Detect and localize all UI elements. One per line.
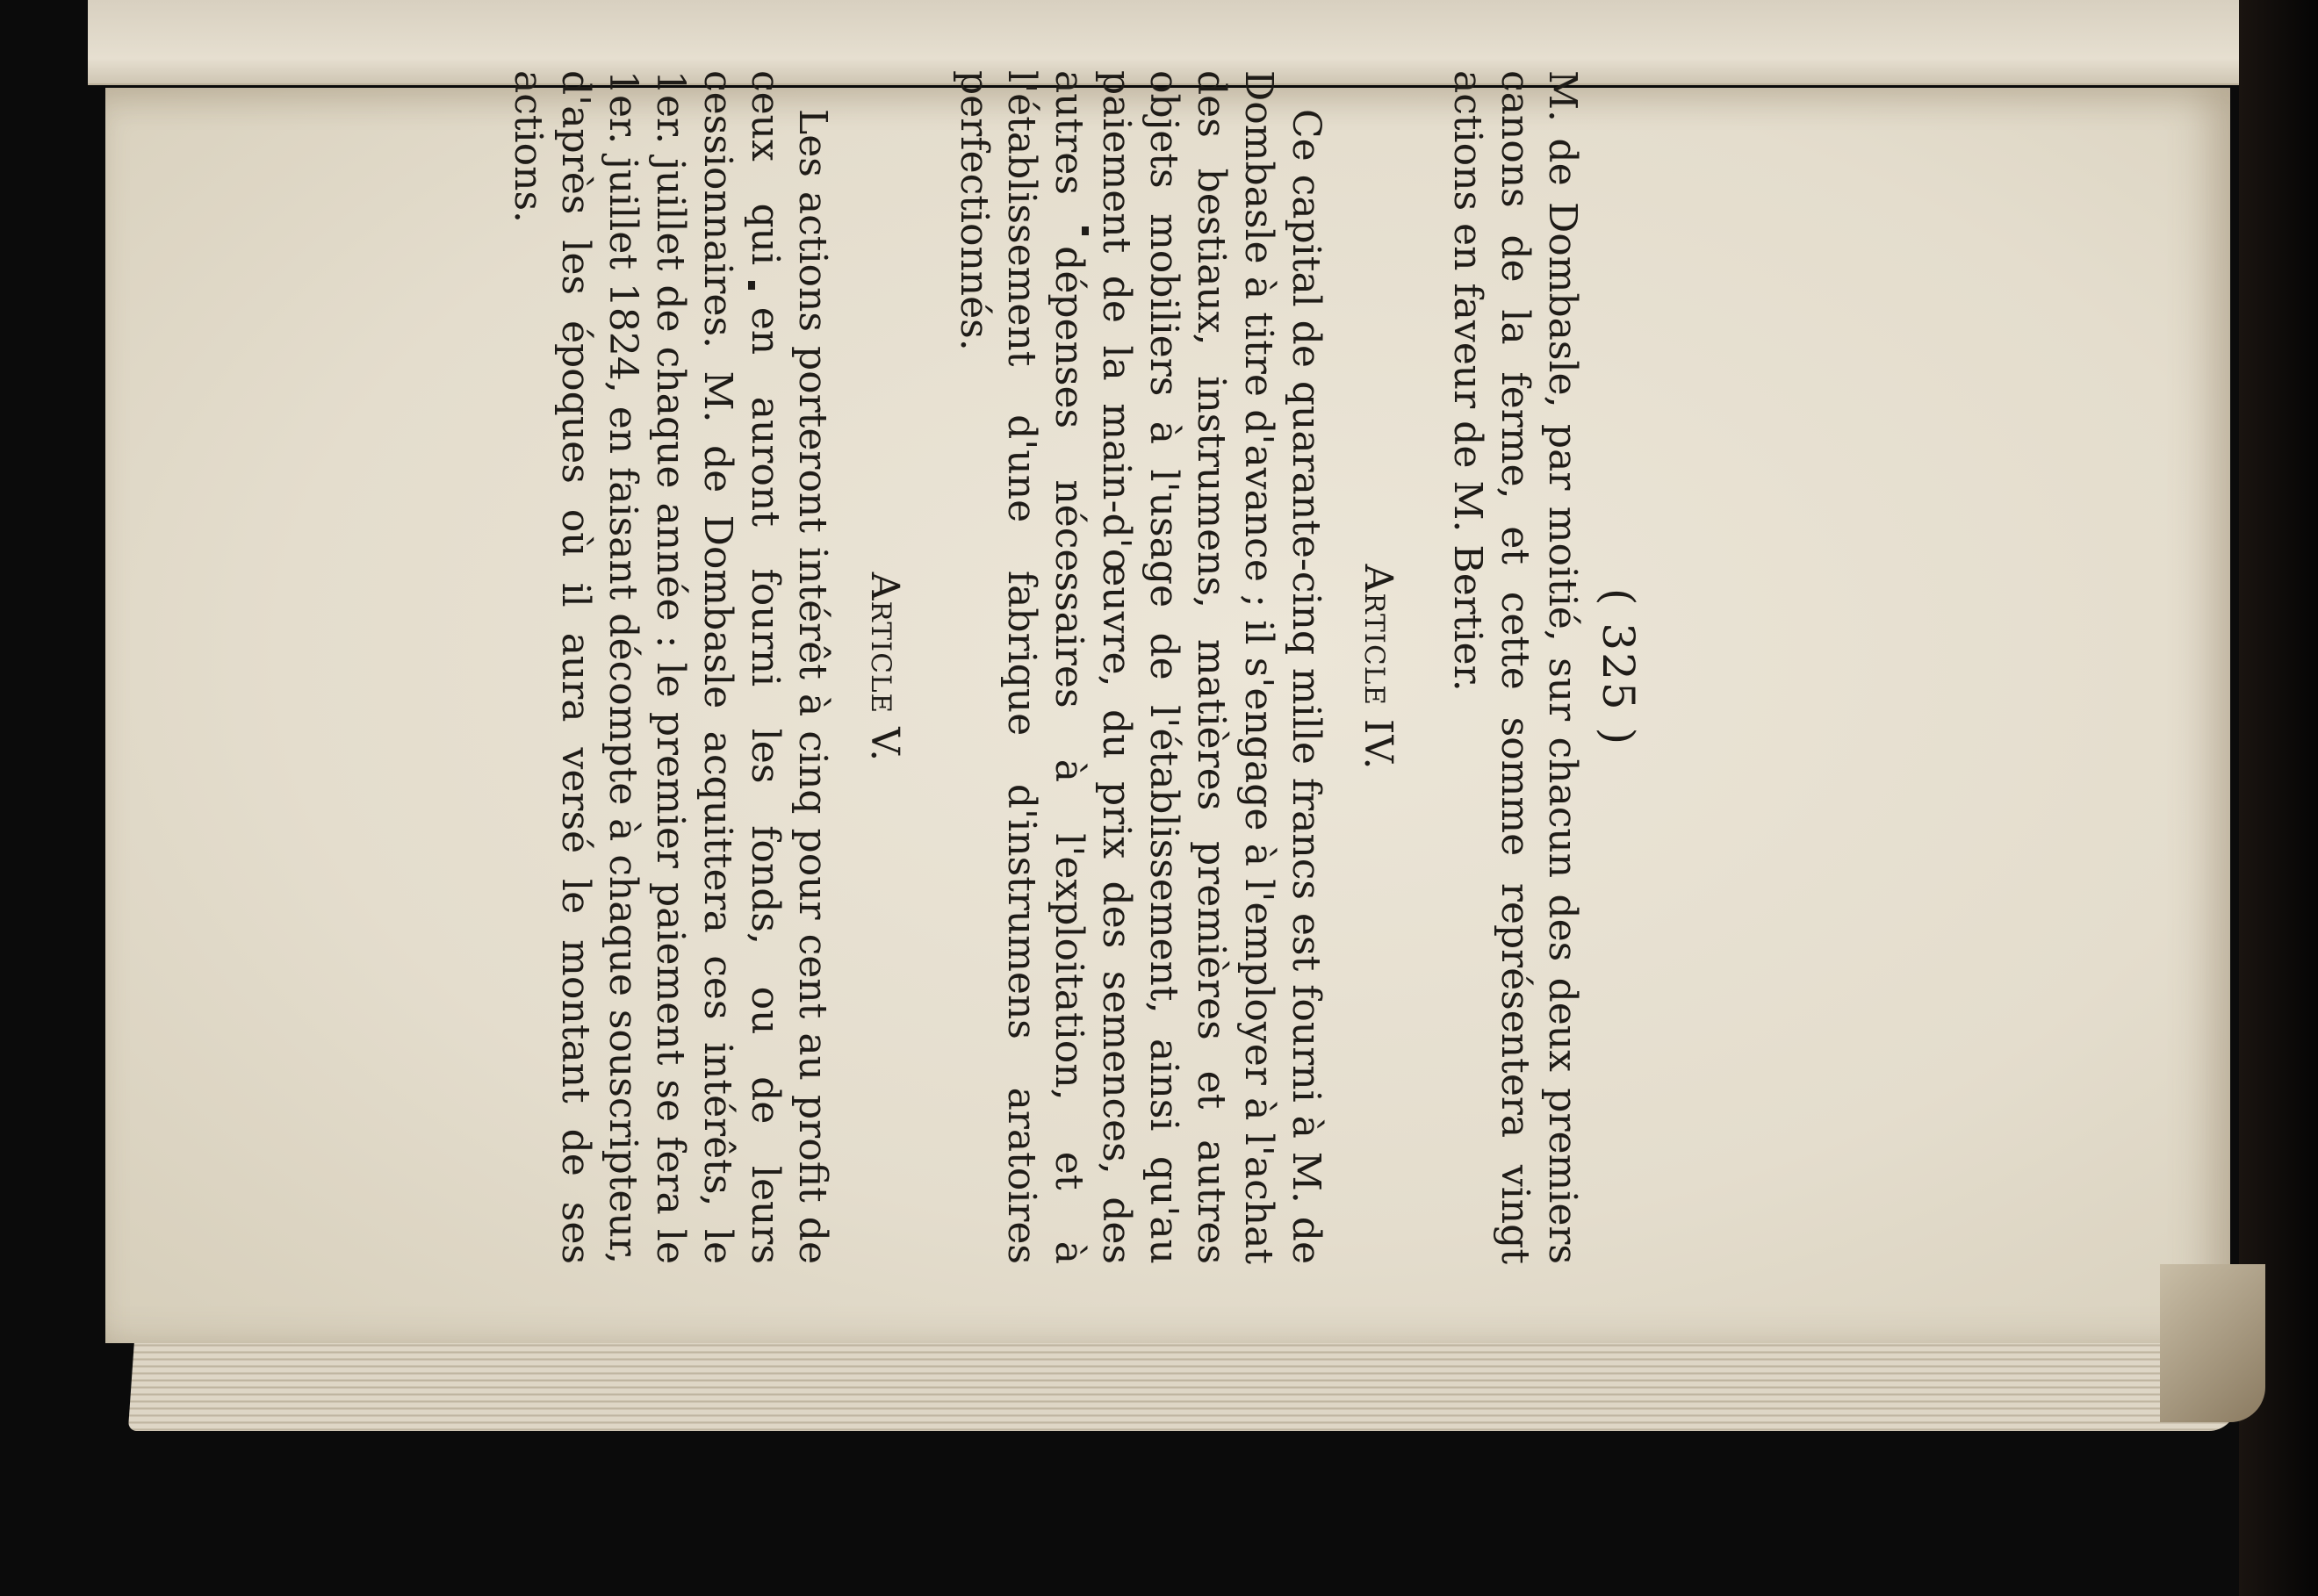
article-4-heading: Article IV. [1356,564,1400,771]
opening-paragraph: M. de Dombasle, par moitié, sur chacun des deux premiers canons de la ferme, et cette somme représentera vingt actions en faveur de M. Bertier. [1445,70,1585,1264]
article-5-text: Les actions porteront intérêt à cinq pour cent au profit de ceux qui en auront fourni les fonds, ou de leurs cessionnaires. M. de Dombasle acquittera ces intérêts, le 1er. juillet de chaque année : le premier paiement se fera le 1er. juillet 1824, en faisant décompte à chaque souscripteur, d'après les époques où il aura versé le montant de ses actions. [506,70,835,1264]
article-5-heading: Article V. [862,572,907,763]
page-corner [2160,1264,2265,1422]
article-4-text: Ce capital de quarante-cinq mille francs est fourni à M. de Dombasle à titre d'avance ; il s'engage à l'employer à l'achat des bestiaux, instrumens, matières premières et autres objets mobiliers à l'usage de l'établissement, ainsi qu'au paiement de la main-d'œuvre, du prix des semences, des autres dépenses nécessaires à l'exploitation, et à l'établissement d'une fabrique d'instrumens aratoires perfectionnés. [952,70,1328,1264]
page-number: ( 325 ) [1593,587,1644,747]
page-text-block [342,70,1642,1264]
